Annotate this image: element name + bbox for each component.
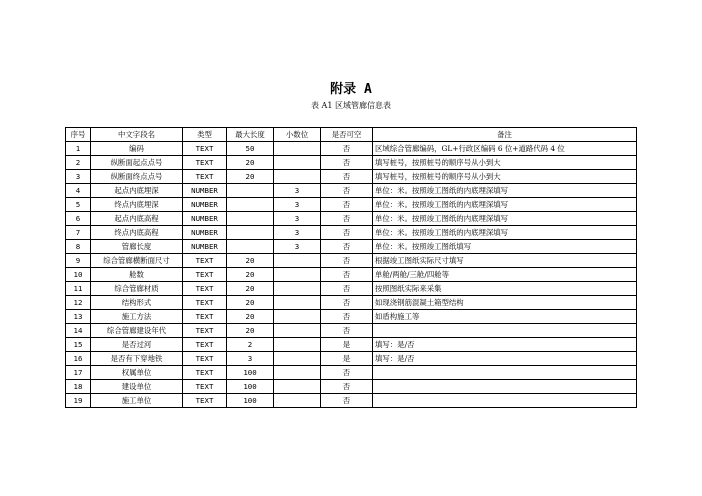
cell-max-length	[227, 212, 274, 226]
cell-remarks	[373, 366, 637, 380]
cell-remarks: 区域综合管廊编码，GL+行政区编码 6 位+道路代码 4 位	[373, 142, 637, 156]
cell-index: 12	[66, 296, 91, 310]
header-decimals: 小数位	[274, 128, 321, 142]
cell-field-name: 管廊长度	[91, 240, 183, 254]
cell-field-name: 施工单位	[91, 394, 183, 408]
cell-decimals	[274, 170, 321, 184]
cell-max-length: 20	[227, 310, 274, 324]
cell-decimals	[274, 268, 321, 282]
table-row	[66, 338, 637, 352]
table-row	[66, 310, 637, 324]
cell-max-length: 20	[227, 170, 274, 184]
cell-field-name: 纵断面终点点号	[91, 170, 183, 184]
cell-decimals: 3	[274, 240, 321, 254]
cell-remarks	[373, 324, 637, 338]
cell-type: TEXT	[183, 394, 227, 408]
cell-field-name: 纵断面起点点号	[91, 156, 183, 170]
header-nullable: 是否可空	[321, 128, 373, 142]
cell-field-name: 编码	[91, 142, 183, 156]
cell-max-length	[227, 184, 274, 198]
cell-field-name: 起点内底埋深	[91, 184, 183, 198]
cell-type: NUMBER	[183, 212, 227, 226]
cell-nullable: 否	[321, 184, 373, 198]
cell-remarks: 按照图纸实际来采集	[373, 282, 637, 296]
cell-decimals	[274, 352, 321, 366]
cell-index: 11	[66, 282, 91, 296]
cell-max-length: 3	[227, 352, 274, 366]
cell-index: 1	[66, 142, 91, 156]
cell-field-name: 综合管廊横断面尺寸	[91, 254, 183, 268]
cell-index: 16	[66, 352, 91, 366]
cell-type: TEXT	[183, 170, 227, 184]
cell-type: TEXT	[183, 352, 227, 366]
cell-decimals	[274, 380, 321, 394]
table-row	[66, 170, 637, 184]
cell-type: TEXT	[183, 254, 227, 268]
table-row	[66, 296, 637, 310]
cell-max-length: 20	[227, 156, 274, 170]
cell-type: TEXT	[183, 324, 227, 338]
table-row	[66, 352, 637, 366]
table-row	[66, 198, 637, 212]
cell-decimals	[274, 324, 321, 338]
cell-remarks: 如现浇钢筋混凝土箱型结构	[373, 296, 637, 310]
table-row	[66, 142, 637, 156]
cell-type: TEXT	[183, 142, 227, 156]
cell-type: TEXT	[183, 338, 227, 352]
cell-index: 17	[66, 366, 91, 380]
cell-nullable: 否	[321, 366, 373, 380]
cell-max-length	[227, 226, 274, 240]
cell-remarks: 单位：米。按照竣工图纸填写	[373, 240, 637, 254]
cell-index: 3	[66, 170, 91, 184]
cell-decimals	[274, 338, 321, 352]
cell-decimals: 3	[274, 212, 321, 226]
header-type: 类型	[183, 128, 227, 142]
cell-index: 7	[66, 226, 91, 240]
cell-max-length	[227, 198, 274, 212]
cell-nullable: 否	[321, 394, 373, 408]
cell-remarks: 根据竣工图纸实际尺寸填写	[373, 254, 637, 268]
cell-remarks	[373, 380, 637, 394]
cell-decimals: 3	[274, 184, 321, 198]
cell-index: 14	[66, 324, 91, 338]
cell-type: TEXT	[183, 268, 227, 282]
table-row	[66, 240, 637, 254]
cell-index: 5	[66, 198, 91, 212]
cell-nullable: 否	[321, 310, 373, 324]
header-remarks: 备注	[373, 128, 637, 142]
cell-decimals	[274, 366, 321, 380]
cell-remarks: 填写桩号，按照桩号的顺序号从小到大	[373, 170, 637, 184]
cell-remarks: 单位：米。按照竣工图纸的内底埋深填写	[373, 212, 637, 226]
cell-nullable: 否	[321, 254, 373, 268]
cell-field-name: 舱数	[91, 268, 183, 282]
cell-nullable: 否	[321, 142, 373, 156]
cell-field-name: 施工方法	[91, 310, 183, 324]
cell-index: 4	[66, 184, 91, 198]
cell-type: NUMBER	[183, 198, 227, 212]
header-field-name: 中文字段名	[91, 128, 183, 142]
cell-max-length: 20	[227, 296, 274, 310]
cell-max-length: 2	[227, 338, 274, 352]
cell-nullable: 否	[321, 226, 373, 240]
cell-type: TEXT	[183, 296, 227, 310]
cell-index: 8	[66, 240, 91, 254]
header-max-length: 最大长度	[227, 128, 274, 142]
cell-nullable: 否	[321, 282, 373, 296]
cell-type: TEXT	[183, 282, 227, 296]
cell-max-length: 20	[227, 324, 274, 338]
cell-field-name: 综合管廊材质	[91, 282, 183, 296]
table-row	[66, 268, 637, 282]
cell-field-name: 终点内底埋深	[91, 198, 183, 212]
cell-nullable: 否	[321, 170, 373, 184]
cell-nullable: 是	[321, 338, 373, 352]
cell-remarks: 填写桩号，按照桩号的顺序号从小到大	[373, 156, 637, 170]
cell-type: TEXT	[183, 380, 227, 394]
cell-remarks	[373, 394, 637, 408]
cell-max-length: 20	[227, 268, 274, 282]
cell-remarks: 如盾构施工等	[373, 310, 637, 324]
table-header-row	[66, 128, 637, 142]
cell-decimals	[274, 296, 321, 310]
cell-index: 13	[66, 310, 91, 324]
cell-remarks: 单位：米。按照竣工图纸的内底埋深填写	[373, 198, 637, 212]
table-caption: 表 A1 区域管廊信息表	[311, 101, 391, 110]
cell-max-length	[227, 240, 274, 254]
cell-decimals	[274, 282, 321, 296]
cell-nullable: 否	[321, 212, 373, 226]
cell-max-length: 20	[227, 282, 274, 296]
cell-decimals	[274, 394, 321, 408]
cell-type: NUMBER	[183, 240, 227, 254]
cell-field-name: 起点内底高程	[91, 212, 183, 226]
cell-remarks: 填写：是/否	[373, 352, 637, 366]
table-row	[66, 226, 637, 240]
field-table	[65, 127, 637, 408]
table-row	[66, 156, 637, 170]
table-row	[66, 380, 637, 394]
cell-nullable: 否	[321, 156, 373, 170]
cell-decimals	[274, 254, 321, 268]
cell-remarks: 单位：米。按照竣工图纸的内底埋深填写	[373, 226, 637, 240]
cell-max-length: 20	[227, 254, 274, 268]
cell-type: NUMBER	[183, 226, 227, 240]
cell-field-name: 综合管廊建设年代	[91, 324, 183, 338]
cell-index: 2	[66, 156, 91, 170]
table-row	[66, 366, 637, 380]
cell-decimals: 3	[274, 226, 321, 240]
cell-field-name: 是否过河	[91, 338, 183, 352]
cell-decimals	[274, 156, 321, 170]
cell-type: TEXT	[183, 156, 227, 170]
cell-decimals	[274, 310, 321, 324]
cell-nullable: 否	[321, 198, 373, 212]
cell-index: 19	[66, 394, 91, 408]
cell-nullable: 否	[321, 380, 373, 394]
cell-max-length: 50	[227, 142, 274, 156]
cell-type: TEXT	[183, 310, 227, 324]
cell-max-length: 100	[227, 394, 274, 408]
table-row	[66, 394, 637, 408]
cell-max-length: 100	[227, 380, 274, 394]
cell-nullable: 是	[321, 352, 373, 366]
cell-field-name: 是否有下穿地铁	[91, 352, 183, 366]
cell-nullable: 否	[321, 324, 373, 338]
table-row	[66, 324, 637, 338]
cell-field-name: 权属单位	[91, 366, 183, 380]
table-body	[66, 142, 637, 408]
cell-max-length: 100	[227, 366, 274, 380]
cell-type: NUMBER	[183, 184, 227, 198]
appendix-title: 附录 A	[330, 82, 372, 97]
cell-remarks: 单舱/两舱/三舱/四舱等	[373, 268, 637, 282]
cell-nullable: 否	[321, 268, 373, 282]
cell-field-name: 终点内底高程	[91, 226, 183, 240]
header-index: 序号	[66, 128, 91, 142]
cell-nullable: 否	[321, 296, 373, 310]
cell-index: 15	[66, 338, 91, 352]
cell-decimals	[274, 142, 321, 156]
cell-index: 9	[66, 254, 91, 268]
cell-index: 18	[66, 380, 91, 394]
table-row	[66, 254, 637, 268]
table-row	[66, 282, 637, 296]
cell-field-name: 建设单位	[91, 380, 183, 394]
cell-type: TEXT	[183, 366, 227, 380]
cell-remarks: 填写：是/否	[373, 338, 637, 352]
cell-decimals: 3	[274, 198, 321, 212]
cell-field-name: 结构形式	[91, 296, 183, 310]
table-row	[66, 184, 637, 198]
cell-index: 6	[66, 212, 91, 226]
cell-remarks: 单位：米。按照竣工图纸的内底埋深填写	[373, 184, 637, 198]
cell-index: 10	[66, 268, 91, 282]
table-row	[66, 212, 637, 226]
cell-nullable: 否	[321, 240, 373, 254]
